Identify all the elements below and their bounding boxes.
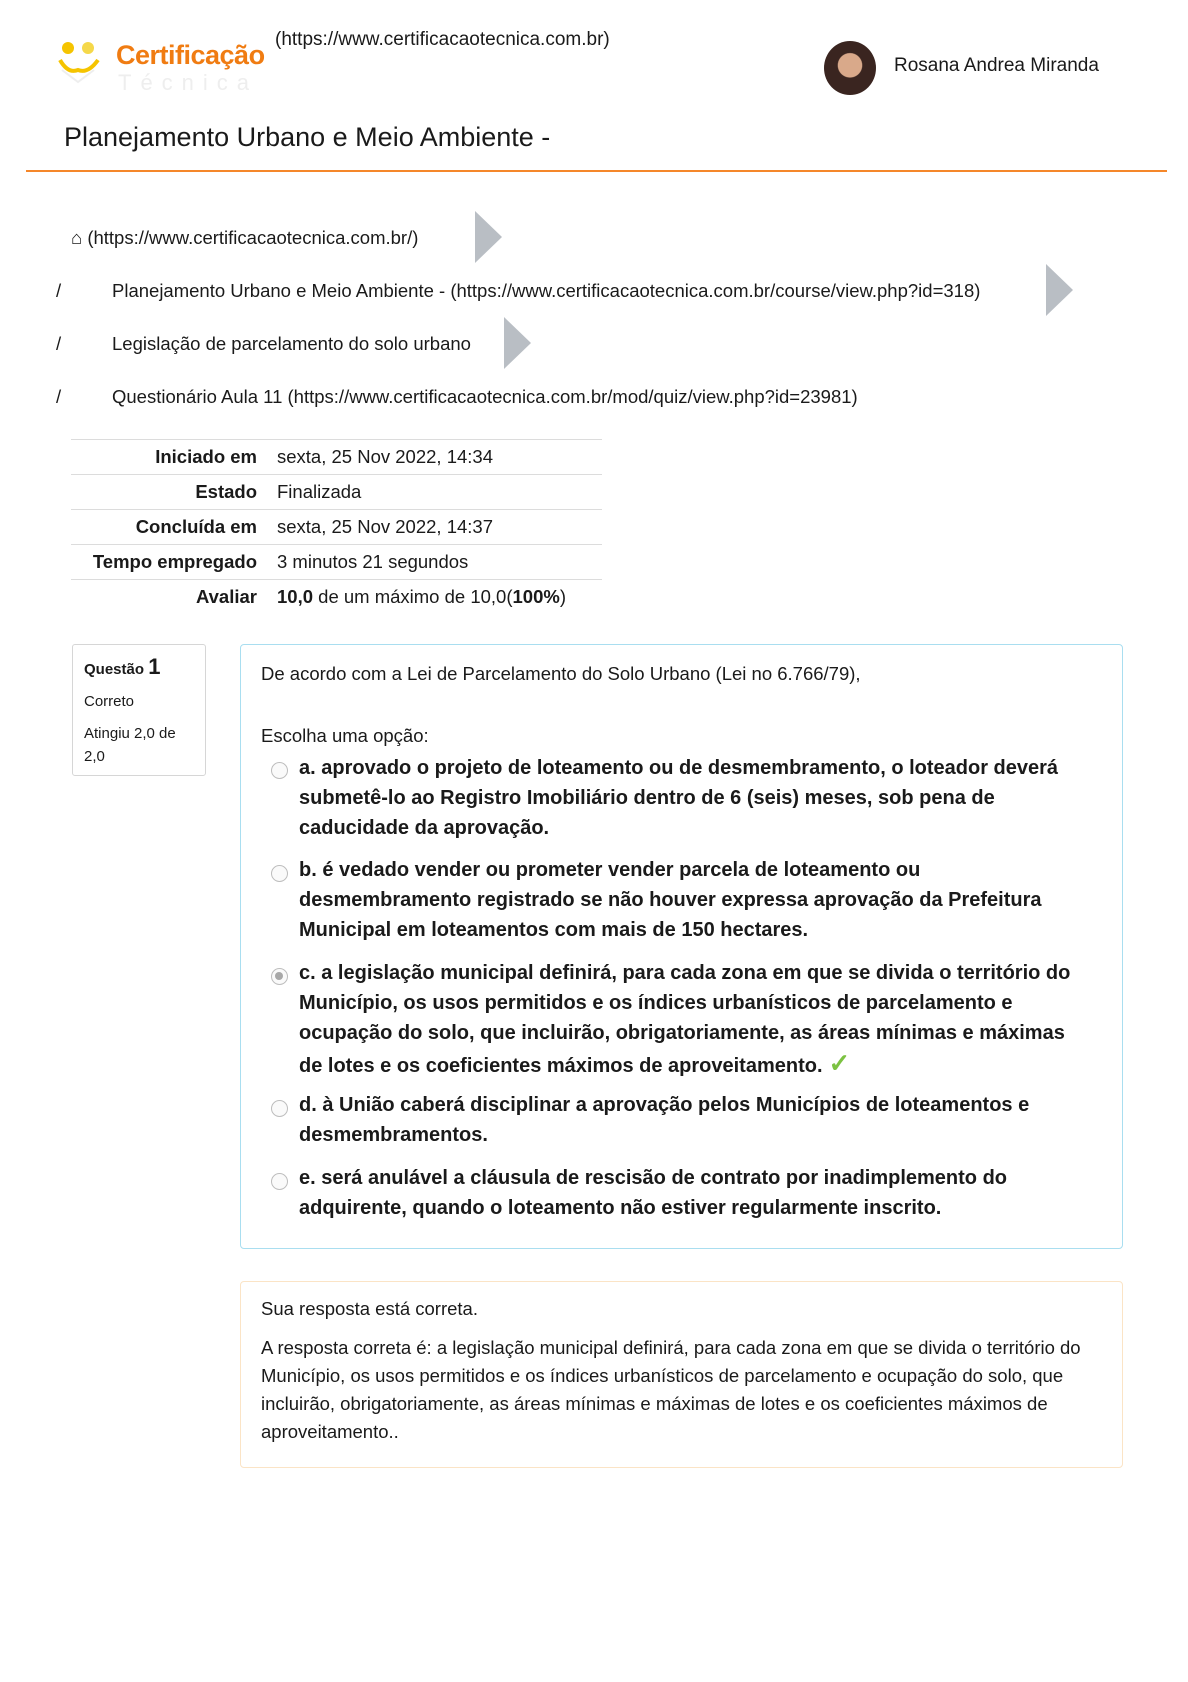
- feedback-correct-answer: A resposta correta é: a legislação municipal definirá, para cada zona em que se divida o território do Município, os usos permitidos e os índices urbanísticos de parcelamento e ocupação do solo, que incluirão, obrigatoriamente, as áreas mínimas e máximas de lotes e os coeficientes máximos de aproveitamento..: [261, 1337, 1081, 1442]
- summary-label: Concluída em: [71, 510, 277, 545]
- question-number: [84, 655, 194, 681]
- correct-check-icon: ✓: [828, 1048, 851, 1078]
- option-b[interactable]: b. é vedado vender ou prometer vender parcela de loteamento ou desmembramento registrado se não houver expressa aprovação da Prefeitura Municipal em loteamentos com mais de 150 hectares.: [299, 859, 1042, 941]
- summary-grade: [277, 580, 602, 615]
- option-e-radio[interactable]: [271, 1173, 288, 1190]
- option-a[interactable]: a. aprovado o projeto de loteamento ou de desmembramento, o loteador deverá submetê-lo ao Registro Imobiliário dentro de 6 (seis) meses, sob pena de caducidade da aprovação.: [299, 757, 1059, 839]
- table-row: [71, 475, 602, 510]
- option-c[interactable]: [299, 958, 1089, 1081]
- breadcrumb-separator: /: [56, 280, 62, 301]
- summary-label: Iniciado em: [71, 440, 277, 475]
- grade-percent: 100%: [512, 586, 560, 607]
- user-name[interactable]: Rosana Andrea Miranda: [894, 55, 1099, 76]
- grade-score: 10,0: [277, 586, 314, 607]
- question-status: Correto: [84, 693, 135, 710]
- question-info-box: [72, 644, 206, 776]
- logo-text: Certificação: [116, 40, 265, 70]
- table-row: [71, 545, 602, 580]
- feedback-status: Sua resposta está correta.: [261, 1298, 478, 1319]
- option-e[interactable]: e. será anulável a cláusula de rescisão de contrato por inadimplemento do adquirente, quando o loteamento não estiver regularmente inscrito.: [299, 1167, 1008, 1219]
- feedback-box: [240, 1281, 1123, 1468]
- question-text: De acordo com a Lei de Parcelamento do Solo Urbano (Lei no 6.766/79),: [261, 663, 861, 684]
- site-url-link[interactable]: (https://www.certificacaotecnica.com.br): [275, 29, 610, 50]
- breadcrumb-arrow-icon: [475, 211, 502, 263]
- summary-value: 3 minutos 21 segundos: [277, 545, 602, 580]
- grade-middle: de um máximo de 10,0(: [313, 586, 513, 607]
- summary-label: Avaliar: [71, 580, 277, 615]
- logo-subtext: Técnica: [118, 70, 259, 95]
- site-logo[interactable]: [58, 36, 268, 95]
- user-avatar[interactable]: [824, 41, 876, 95]
- table-row: [71, 440, 602, 475]
- summary-label: Tempo empregado: [71, 545, 277, 580]
- page-title: Planejamento Urbano e Meio Ambiente -: [64, 122, 551, 152]
- table-row: [71, 580, 602, 615]
- breadcrumb-home[interactable]: [71, 227, 418, 249]
- summary-value: sexta, 25 Nov 2022, 14:34: [277, 440, 602, 475]
- question-number-value: 1: [148, 654, 161, 679]
- breadcrumb-arrow-icon: [1046, 264, 1073, 316]
- option-c-radio[interactable]: [271, 968, 288, 985]
- option-d-radio[interactable]: [271, 1100, 288, 1117]
- breadcrumb-quiz[interactable]: Questionário Aula 11 (https://www.certificacaotecnica.com.br/mod/quiz/view.php?id=23981): [112, 386, 858, 407]
- breadcrumb-course[interactable]: Planejamento Urbano e Meio Ambiente - (https://www.certificacaotecnica.com.br/course/view.php?id=318): [112, 280, 981, 301]
- option-a-radio[interactable]: [271, 762, 288, 779]
- question-prompt: Escolha uma opção:: [261, 725, 429, 746]
- header-divider: [26, 170, 1167, 172]
- summary-value: sexta, 25 Nov 2022, 14:37: [277, 510, 602, 545]
- question-content: [240, 644, 1123, 1249]
- option-d[interactable]: d. à União caberá disciplinar a aprovação pelos Municípios de loteamentos e desmembramentos.: [299, 1094, 1030, 1146]
- question-label: Questão: [84, 661, 145, 678]
- grade-end: ): [559, 586, 566, 607]
- breadcrumb-separator: /: [56, 333, 62, 354]
- breadcrumb-arrow-icon: [504, 317, 531, 369]
- breadcrumb-separator: /: [56, 386, 62, 407]
- attempt-summary-table: [71, 439, 602, 614]
- summary-value: Finalizada: [277, 475, 602, 510]
- home-icon: ⌂: [71, 227, 83, 248]
- breadcrumb-section[interactable]: Legislação de parcelamento do solo urbano: [112, 333, 471, 354]
- breadcrumb-home-label: (https://www.certificacaotecnica.com.br/): [87, 227, 419, 248]
- option-b-radio[interactable]: [271, 865, 288, 882]
- table-row: [71, 510, 602, 545]
- question-grade: Atingiu 2,0 de 2,0: [84, 725, 176, 765]
- option-c-label: c. a legislação municipal definirá, para cada zona em que se divida o território do Município, os usos permitidos e os índices urbanísticos de parcelamento e ocupação do solo, que incluirão, obrigatoriamente, as áreas mínimas e máximas de lotes e os coeficientes máximos de aproveitamento.: [299, 962, 1071, 1077]
- logo-people-icon: [58, 40, 102, 88]
- summary-label: Estado: [71, 475, 277, 510]
